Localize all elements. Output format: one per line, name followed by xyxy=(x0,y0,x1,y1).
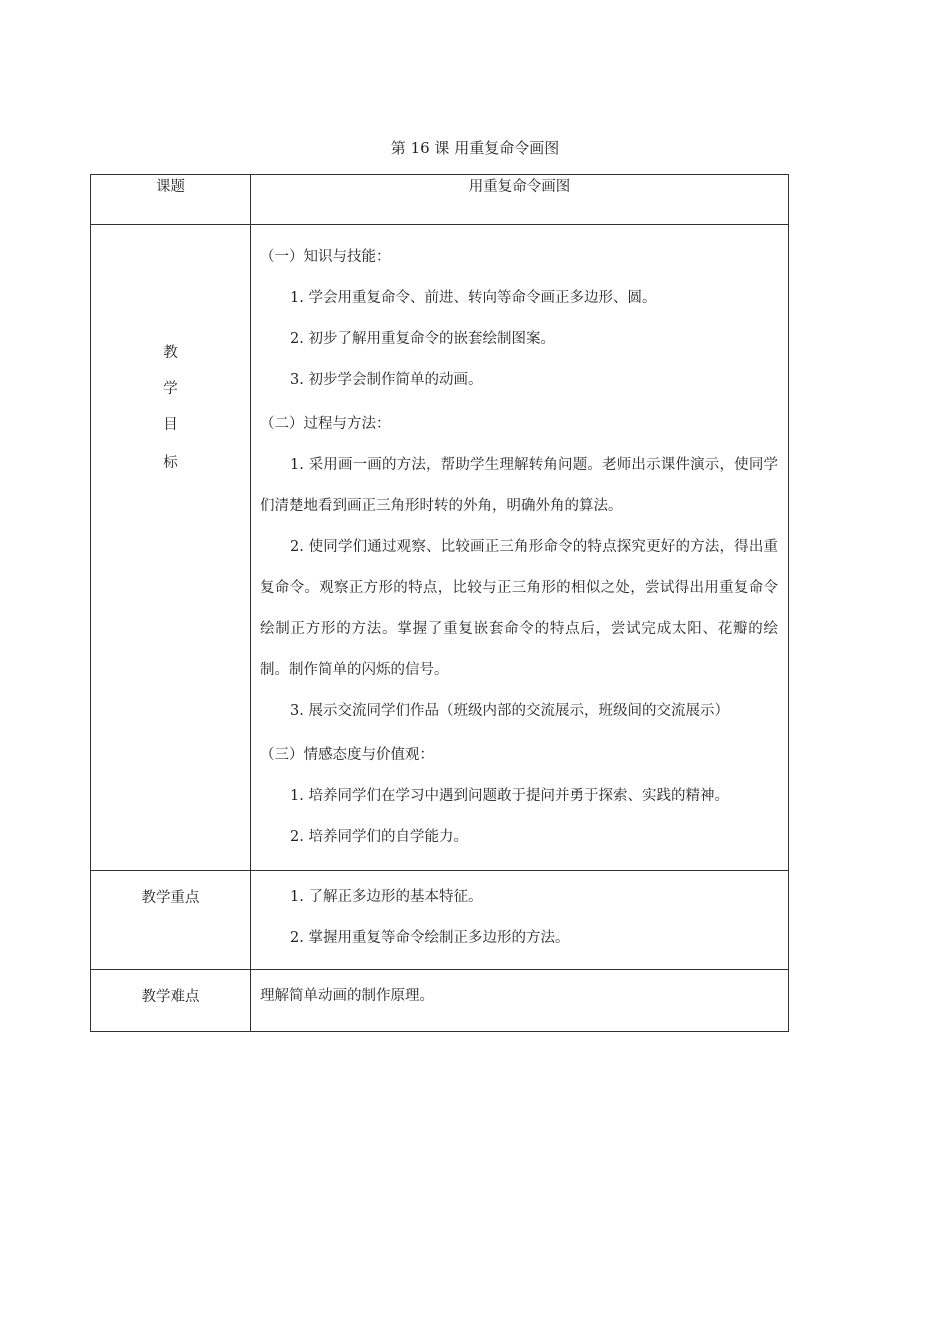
objective-item: 1. 学会用重复命令、前进、转向等命令画正多边形、圆。 xyxy=(290,290,657,306)
objectives-label-cell xyxy=(91,225,251,871)
key-point-item: 2. 掌握用重复等命令绘制正多边形的方法。 xyxy=(290,930,570,946)
objectives-label-char: 标 xyxy=(163,455,178,471)
topic-value: 用重复命令画图 xyxy=(251,175,789,225)
objective-item: 2. 培养同学们的自学能力。 xyxy=(290,829,468,845)
objective-item: 1. 培养同学们在学习中遇到问题敢于提问并勇于探索、实践的精神。 xyxy=(290,788,729,804)
key-points-label-cell xyxy=(91,871,251,970)
objective-item: 1. 采用画一画的方法，帮助学生理解转角问题。老师出示课件演示，使同学们清楚地看到画正三角形时转的外角，明确外角的算法。 xyxy=(260,457,778,514)
key-point-item: 1. 了解正多边形的基本特征。 xyxy=(290,889,483,905)
objective-item: 3. 展示交流同学们作品（班级内部的交流展示，班级间的交流展示） xyxy=(290,703,729,719)
objectives-label xyxy=(91,225,250,489)
table-row-key-points xyxy=(91,871,789,970)
difficulties-content-cell xyxy=(251,970,789,1032)
objectives-label-char: 目 xyxy=(163,417,178,433)
objective-item: 2. 使同学们通过观察、比较画正三角形命令的特点探究更好的方法，得出重复命令。观察正方形的特点，比较与正三角形的相似之处，尝试得出用重复命令绘制正方形的方法。掌握了重复嵌套命令的特点后，尝试完成太阳、花瓣的绘制。制作简单的闪烁的信号。 xyxy=(260,539,778,678)
key-points-content-cell xyxy=(251,871,789,970)
difficulties-label-cell xyxy=(91,970,251,1032)
key-points-content xyxy=(251,871,788,969)
table-row-topic xyxy=(91,175,789,225)
table-row-objectives xyxy=(91,225,789,871)
difficulties-label: 教学难点 xyxy=(141,989,200,1005)
difficulty-text: 理解简单动画的制作原理。 xyxy=(260,988,434,1004)
section-heading: （二）过程与方法： xyxy=(260,416,391,432)
key-points-label: 教学重点 xyxy=(141,890,200,906)
objectives-content xyxy=(251,225,788,870)
objective-item: 3. 初步学会制作简单的动画。 xyxy=(290,372,483,388)
objectives-label-char: 学 xyxy=(163,381,178,397)
objectives-content-cell xyxy=(251,225,789,871)
section-heading: （一）知识与技能： xyxy=(260,249,391,265)
table-row-difficulties xyxy=(91,970,789,1032)
topic-label: 课题 xyxy=(91,175,251,225)
objective-item: 2. 初步了解用重复命令的嵌套绘制图案。 xyxy=(290,331,555,347)
difficulties-content xyxy=(251,970,788,1031)
document-title: 第 16 课 用重复命令画图 xyxy=(390,139,560,157)
lesson-plan-table xyxy=(90,174,789,1032)
objectives-label-char: 教 xyxy=(163,345,178,361)
section-heading: （三）情感态度与价值观： xyxy=(260,747,434,763)
